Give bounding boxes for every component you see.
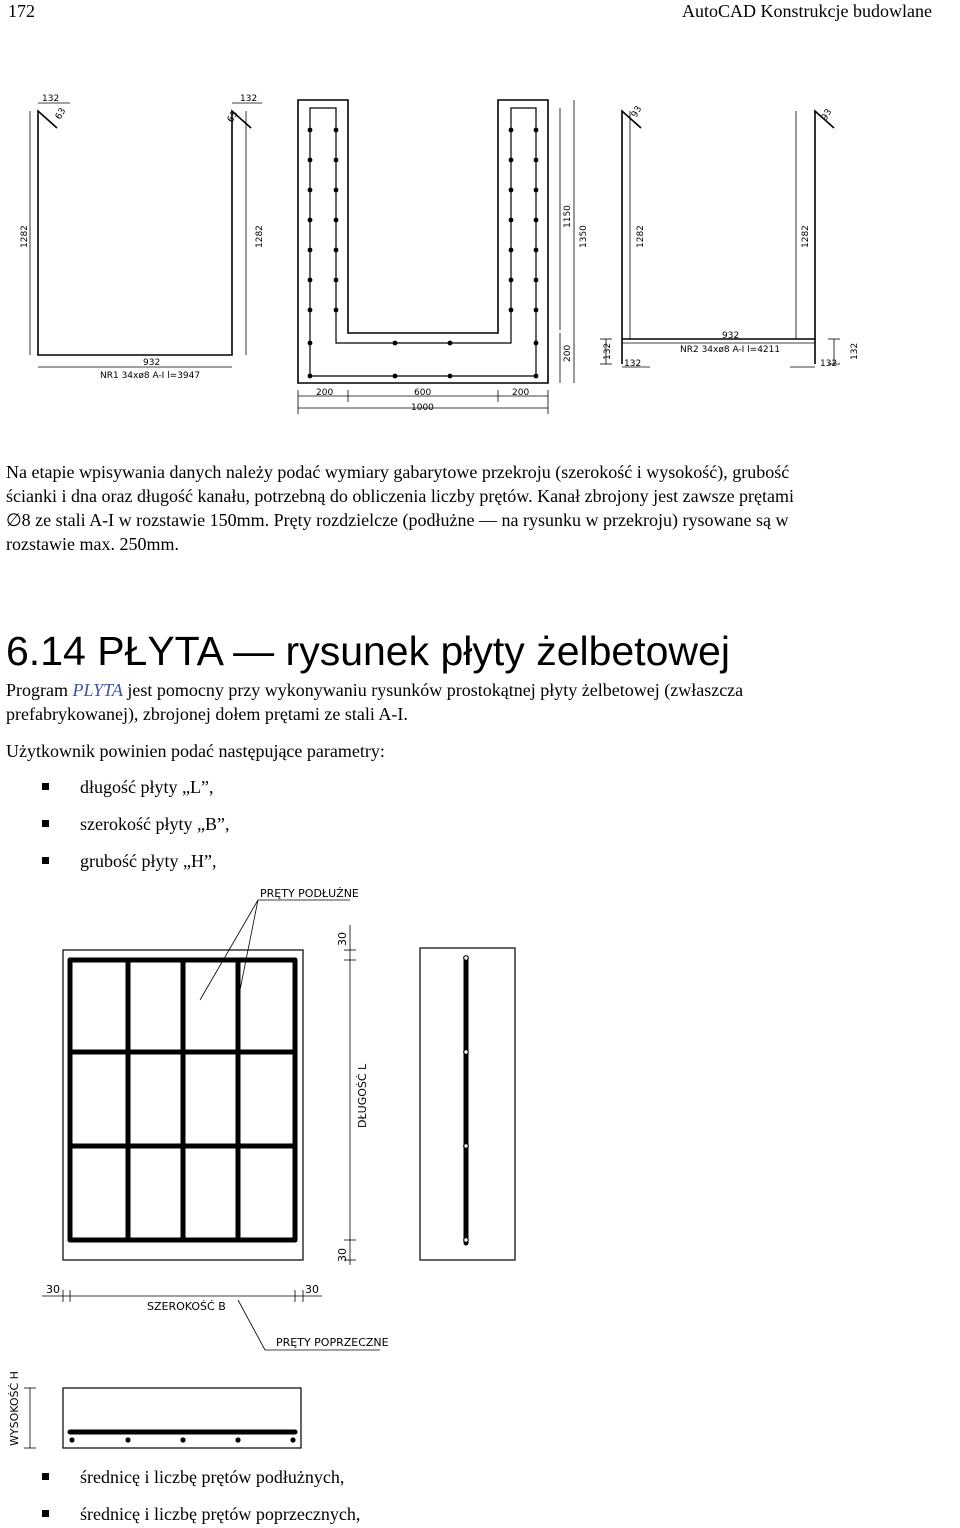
desc-line-2: prefabrykowanej), zbrojonej dołem prętami ze stali A-I. [6,704,408,724]
intro-line-2: ścianki i dna oraz długość kanału, potrzebną do obliczenia liczby prętów. Kanał zbrojony jest zawsze prętami [6,486,795,506]
bullet-icon [42,820,49,827]
bullet-icon [42,1510,49,1517]
dim-width-mid: 600 [414,388,432,398]
dim-top-cover: 30 [336,932,349,946]
intro-line-3: ∅8 ze stali A-I w rozstawie 150mm. Pręty rozdzielcze (podłużne — na rysunku w przekroju) rysowane są w [6,510,789,530]
dim-left-cover: 30 [46,1283,60,1296]
intro-paragraph [6,460,946,556]
param-length: długość płyty „L”, [80,777,214,797]
list-item [42,812,229,836]
dim-right-cover: 30 [305,1283,319,1296]
dim-nr2-side-right: 1282 [801,225,811,248]
list-item [42,1465,360,1489]
list-item [42,1502,360,1526]
dim-width-right: 200 [512,388,530,398]
dim-nr1-side-left: 1282 [20,225,30,248]
label-length-l: DŁUGOŚĆ L [356,1063,369,1128]
parameters-list-bottom [42,1465,360,1526]
label-longitudinal-bars: PRĘTY PODŁUŻNE [260,887,359,900]
dim-nr2-side-left: 1282 [636,225,646,248]
section-title: 6.14 PŁYTA — rysunek płyty żelbetowej [6,628,730,674]
label-nr2: NR2 34xø8 A-I l=4211 [680,345,781,355]
dim-bottom-cover: 30 [336,1248,349,1262]
dim-section-bottom: 200 [563,344,573,362]
plyta-description [6,678,946,726]
list-item [42,775,229,799]
dim-nr1-top-left: 132 [42,94,60,104]
dim-nr2-bend-left: 93 [629,104,645,120]
intro-line-4: rozstawie max. 250mm. [6,534,179,554]
dim-nr1-top-right: 132 [240,94,258,104]
dim-nr2-foot-left: 132 [624,359,642,369]
dim-nr1-bend-right: 63 [225,109,241,125]
label-height-h: WYSOKOŚĆ H [8,1371,21,1446]
running-title: AutoCAD Konstrukcje budowlane [682,1,932,21]
parameters-intro: Użytkownik powinien podać następujące parametry: [6,741,385,761]
dim-nr1-bend-left: 63 [53,106,69,122]
param-thickness: grubość płyty „H”, [80,851,217,871]
label-width-b: SZEROKOŚĆ B [147,1300,226,1313]
param-transverse-bars: średnicę i liczbę prętów poprzecznych, [80,1504,361,1524]
bullet-icon [42,857,49,864]
page-number: 172 [8,1,35,21]
dim-width-left: 200 [316,388,334,398]
parameters-list-top [42,775,229,873]
list-item [42,849,229,873]
dim-nr1-side-right: 1282 [255,225,265,248]
dim-section-outer: 1350 [579,225,589,248]
bullet-icon [42,783,49,790]
dim-nr2-top: 932 [722,331,740,341]
dim-width-total: 1000 [411,403,434,413]
param-longitudinal-bars: średnicę i liczbę prętów podłużnych, [80,1467,345,1487]
label-transverse-bars: PRĘTY POPRZECZNE [276,1336,389,1349]
channel-reinforcement-drawing [0,80,960,420]
label-nr1: NR1 34xø8 A-I l=3947 [100,371,201,381]
desc-prefix: Program [6,680,73,700]
program-name: PLYTA [72,680,123,700]
dim-nr2-bend-right: 93 [819,107,835,123]
dim-nr1-bottom: 932 [143,358,161,368]
intro-line-1: Na etapie wpisywania danych należy podać wymiary gabarytowe przekroju (szerokość i wysokość), grubość [6,462,790,482]
dim-nr2-foot-right: 132 [820,359,838,369]
desc-suffix: jest pomocny przy wykonywaniu rysunków prostokątnej płyty żelbetowej (zwłaszcza [122,680,744,700]
param-width: szerokość płyty „B”, [80,814,230,834]
dim-nr2-leg-right: 132 [850,342,860,360]
bullet-icon [42,1473,49,1480]
dim-section-inner: 1150 [563,205,573,228]
dim-nr2-leg-left: 132 [603,342,613,360]
slab-reinforcement-drawing [0,880,960,1460]
